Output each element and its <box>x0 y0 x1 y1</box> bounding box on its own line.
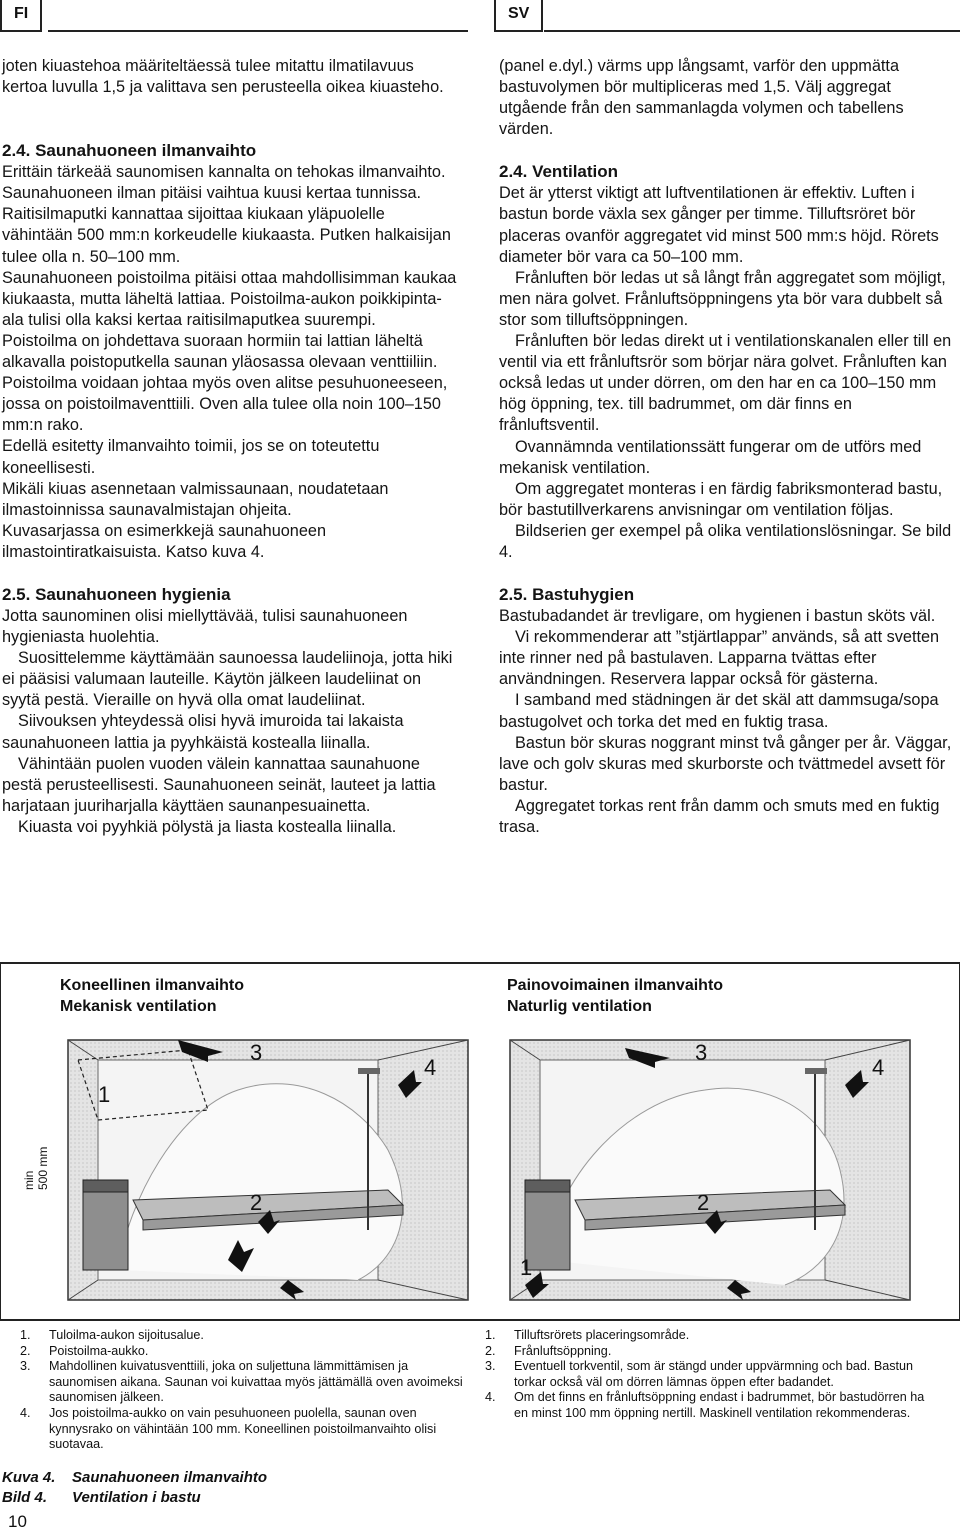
natural-ventilation-diagram <box>505 1030 915 1310</box>
note-text: Tilluftsrörets placeringsområde. <box>514 1328 690 1342</box>
left-marker-3: 3 <box>250 1040 263 1065</box>
swedish-column <box>499 56 954 838</box>
fi-hygiene-heading: 2.5. Saunahuoneen hygienia <box>2 584 231 604</box>
fi-hygiene-p4: Vähintään puolen vuoden välein kannattaa saunahuone pestä perusteellisesti. Saunahuoneen seinät, lauteet ja lattia harjataan juuriharjalla käyttäen saunanpesuainetta. <box>2 754 436 815</box>
sv-ventilation-p1: Det är ytterst viktigt att luftventilationen är effektiv. Luften i bastun borde växla sex gånger per timme. Tilluftsröret bör placeras ovanför aggregatet vid minst 500 mm:s höjd. Rörets diameter bör vara ca 50–100 mm. <box>499 184 939 266</box>
right-marker-3: 3 <box>695 1040 708 1065</box>
note-number: 2. <box>20 1343 31 1358</box>
note-sv-2 <box>485 1344 935 1360</box>
note-number: 3. <box>20 1359 31 1374</box>
note-text: Eventuell torkventil, som är stängd under uppvärmning och bad. Bastun torkar också väl om dörren lämnas öppen efter badandet. <box>514 1359 914 1389</box>
note-text: Mahdollinen kuivatusventtiili, joka on suljettuna lämmittämisen ja saunomisen aikana. Saunan voi kuivattaa myös jättämällä oven avoimeksi saunomisen jälkeen. <box>49 1359 463 1405</box>
fi-ventilation-p1: Erittäin tärkeää saunomisen kannalta on tehokas ilmanvaihto. Saunahuoneen ilman pitäisi vaihtua kuusi kertaa tunnissa. Raitisilmaputki kannattaa sijoittaa kiukaan yläpuolelle vähintään 500 mm:n korkeudelle kiukaasta. Putken halkaisijan tulee olla n. 50–100 mm. <box>2 163 451 266</box>
figure-caption-right <box>507 975 723 1017</box>
figure-key-sv: Bild 4. <box>2 1489 48 1506</box>
sv-ventilation-p4: Ovannämnda ventilationssätt fungerar om de utförs med mekanisk ventilation. <box>499 437 922 477</box>
left-marker-2: 2 <box>250 1190 263 1215</box>
fi-ventilation-p6: Kuvasarjassa on esimerkkejä saunahuoneen ilmastointiratkaisuista. Katso kuva 4. <box>2 521 327 561</box>
sv-hygiene-p3: I samband med städningen är det skäl att dammsuga/sopa bastugolvet och torka det med en fuktig trasa. <box>499 691 939 731</box>
dimension-label-value: 500 mm <box>36 1146 50 1190</box>
note-number: 1. <box>485 1328 496 1342</box>
sv-ventilation-p6: Bildserien ger exempel på olika ventilationslösningar. Se bild 4. <box>499 521 952 561</box>
figure-key-fi: Kuva 4. <box>2 1469 56 1486</box>
note-number: 4. <box>485 1390 496 1405</box>
note-sv-1 <box>485 1328 935 1344</box>
figure-text-fi: Saunahuoneen ilmanvaihto <box>72 1469 268 1486</box>
sv-hygiene-heading: 2.5. Bastuhygien <box>499 585 635 605</box>
fi-ventilation-p3: Poistoilma on johdettava suoraan hormiin tai lattian läheltä alkavalla poistoputkella saunan yläosassa olevaan venttiiliin. Poistoilma voidaan johtaa myös oven alitse pesuhuoneeseen, jossa on poistoilmaventtiili. Oven alla tulee olla noin 100–150 mm:n rako. <box>2 331 448 435</box>
fi-ventilation-p4: Edellä esitetty ilmanvaihto toimii, jos se on toteutettu koneellisesti. <box>2 437 380 477</box>
header-rule-right <box>544 30 960 32</box>
right-marker-4: 4 <box>872 1055 885 1080</box>
fi-ventilation-p5: Mikäli kiuas asennetaan valmissaunaan, noudatetaan ilmastoinnissa saunavalmistajan ohjeita. <box>2 479 389 519</box>
sv-hygiene-p1: Bastubadandet är trevligare, om hygienen i bastun sköts väl. <box>499 607 936 626</box>
note-text: Frånluftsöppning. <box>514 1343 612 1358</box>
page-number: 10 <box>8 1512 27 1531</box>
note-fi-2 <box>20 1344 470 1360</box>
sv-hygiene-p5: Aggregatet torkas rent från damm och smuts med en fuktig trasa. <box>499 796 940 836</box>
sv-ventilation-heading: 2.4. Ventilation <box>499 162 619 182</box>
sv-intro: (panel e.dyl.) värms upp långsamt, varför den uppmätta bastuvolymen bör multipliceras med 1,5. Välj aggregat utgående från den sammanlagda volymen och tabellens värden. <box>499 57 904 139</box>
fi-hygiene-p5: Kiuasta voi pyyhkiä pölystä ja liasta kostealla liinalla. <box>18 817 397 836</box>
figure-title <box>2 1468 267 1508</box>
header-rule-left <box>48 30 468 32</box>
note-text: Jos poistoilma-aukko on vain pesuhuoneen puolella, saunan oven kynnysrako on vähintään 100 mm. Koneellinen poistoilmanvaihto olisi suotavaa. <box>49 1405 437 1452</box>
figure-title-sv <box>2 1488 267 1508</box>
sv-ventilation-p5: Om aggregatet monteras i en färdig fabriksmonterad bastu, bör bastutillverkarens anvisningar om ventilation följas. <box>499 479 943 519</box>
note-text: Poistoilma-aukko. <box>49 1343 149 1358</box>
fi-hygiene-p2: Suosittelemme käyttämään saunoessa laudeliinoja, jotta hiki ei pääsisi valumaan lauteille. Käytön jälkeen laudeliinat on syytä pestä. Vieraille on hyvä olla omat laudeliinat. <box>2 649 453 710</box>
mechanical-ventilation-diagram <box>58 1030 473 1310</box>
fi-intro: joten kiuastehoa määriteltäessä tulee mitattu ilmatilavuus kertoa luvulla 1,5 ja valittava sen perusteella oikea kiuasteho. <box>2 57 444 97</box>
dimension-label-min: min <box>22 1170 36 1190</box>
note-fi-3 <box>20 1359 470 1406</box>
note-number: 4. <box>20 1405 31 1420</box>
note-fi-4 <box>20 1406 470 1453</box>
right-marker-1: 1 <box>520 1255 533 1280</box>
finnish-column <box>2 56 457 838</box>
figure-text-sv: Ventilation i bastu <box>72 1489 201 1506</box>
note-number: 2. <box>485 1343 496 1358</box>
left-marker-4: 4 <box>424 1055 437 1080</box>
note-text: Tuloilma-aukon sijoitusalue. <box>49 1328 204 1342</box>
caption-right-fi: Painovoimainen ilmanvaihto <box>507 977 724 994</box>
figure-caption-left <box>60 975 244 1017</box>
fi-hygiene-p3: Siivouksen yhteydessä olisi hyvä imuroida tai lakaista saunahuoneen lattia ja pyyhkäistä kostealla liinalla. <box>2 712 404 752</box>
fi-ventilation-p2: Saunahuoneen poistoilma pitäisi ottaa mahdollisimman kaukaa kiukaasta, mutta läheltä lattiaa. Poistoilma-aukon poikkipinta-ala tulisi olla kaksi kertaa raitisilmaputkea suurempi. <box>2 268 457 329</box>
left-marker-1: 1 <box>98 1082 111 1107</box>
note-text: Om det finns en frånluftsöppning endast i badrummet, bör bastudörren ha en minst 100 mm öppning nertill. Maskinell ventilation rekommenderas. <box>514 1390 925 1420</box>
note-sv-4 <box>485 1390 935 1421</box>
right-marker-2: 2 <box>697 1190 710 1215</box>
language-tab-fi: FI <box>0 0 42 32</box>
notes-sv <box>485 1328 935 1422</box>
figure-title-fi <box>2 1468 267 1488</box>
sv-hygiene-p4: Bastun bör skuras noggrant minst två gånger per år. Väggar, lave och golv skuras med skurborste och tvättmedel avsett för bastur. <box>499 733 952 794</box>
note-number: 1. <box>20 1328 31 1342</box>
fi-ventilation-heading: 2.4. Saunahuoneen ilmanvaihto <box>2 141 257 161</box>
notes-fi <box>20 1328 470 1453</box>
fi-hygiene-p1: Jotta saunominen olisi miellyttävää, tulisi saunahuoneen hygieniasta huolehtia. <box>2 606 408 647</box>
note-sv-3 <box>485 1359 935 1390</box>
language-tab-sv: SV <box>494 0 543 32</box>
sv-ventilation-p2: Frånluften bör ledas ut så långt från aggregatet som möjligt, men nära golvet. Frånluftsöppningens yta bör vara dubbelt så stor som tilluftsöppningen. <box>499 268 946 329</box>
note-number: 3. <box>485 1359 496 1374</box>
sv-ventilation-p3: Frånluften bör ledas direkt ut i ventilationskanalen eller till en ventil via ett frånluftsrör som börjar nära golvet. Frånluften kan också ledas ut under dörren, om den har en ca 100–150 mm hög öppning, tex. till badrummet, om där finns en frånluftsventil. <box>499 332 952 435</box>
caption-left-fi: Koneellinen ilmanvaihto <box>60 977 245 994</box>
caption-left-sv: Mekanisk ventilation <box>60 998 217 1015</box>
dimension-label <box>22 1120 50 1190</box>
note-fi-1 <box>20 1328 470 1344</box>
caption-right-sv: Naturlig ventilation <box>507 998 652 1015</box>
sv-hygiene-p2: Vi rekommenderar att ”stjärtlappar” används, så att svetten inte rinner ned på bastulaven. Lapparna tvättas efter användningen. Reservera lappar också för gästerna. <box>499 628 940 689</box>
